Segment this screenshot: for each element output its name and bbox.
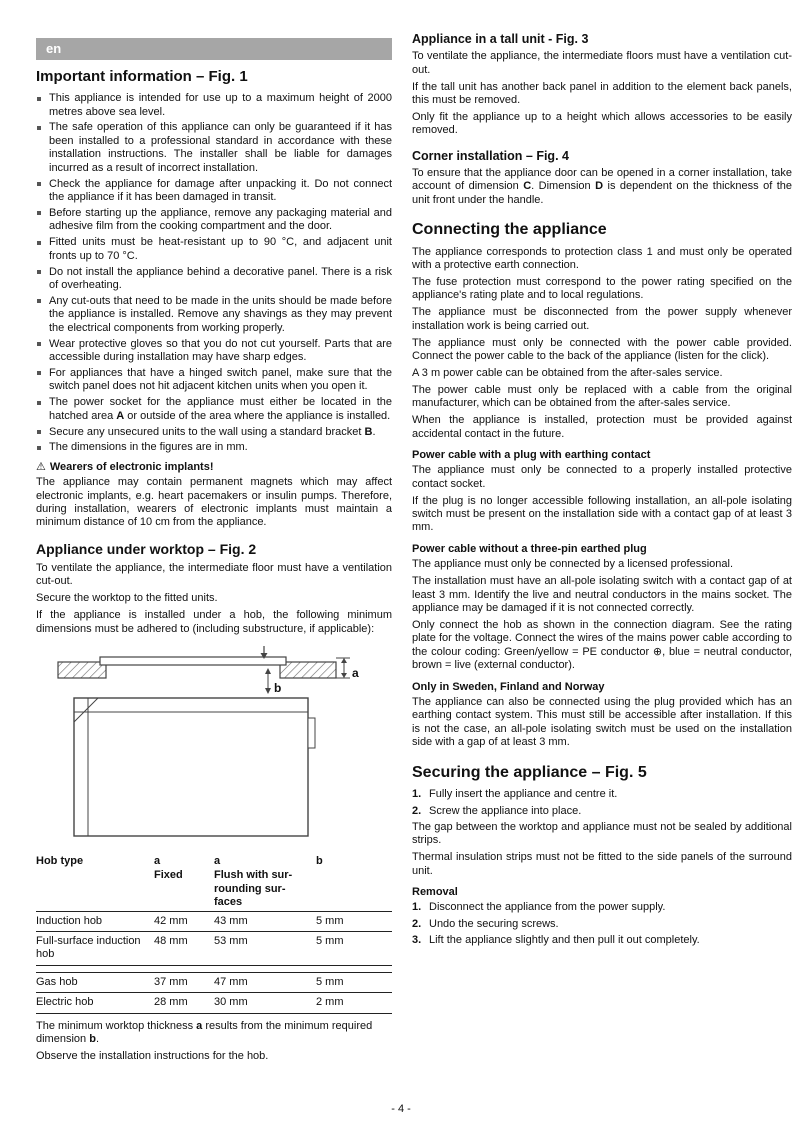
paragraph: To ventilate the appliance, the intermediate floor must have a ventilation cut-out. (36, 561, 392, 588)
paragraph: When the appliance is installed, protection must be provided against accidental contact in the future. (412, 414, 792, 440)
worktop-hatch-left (58, 662, 106, 678)
table-cell: 43 mm (214, 911, 316, 931)
paragraph: Secure the worktop to the fitted units. (36, 592, 218, 605)
figure-dimension-b-label: b (274, 680, 282, 695)
paragraph: The appliance corresponds to protection class 1 and must only be operated with a protective earth connection. (412, 245, 792, 272)
bullet-item: The safe operation of this appliance can only be guaranteed if it has been installed to a professional standard in accordance with these installation instructions. The installer shall be liable for damages incurred as a result of incorrect installation. (36, 121, 392, 175)
left-column (36, 38, 392, 1067)
column-header: b (316, 854, 323, 867)
table-cell: Gas hob (36, 972, 154, 992)
important-information-list (36, 92, 392, 455)
paragraph: The appliance must be disconnected from the power supply whenever installation work is being carried out. (412, 306, 792, 332)
warning-icon: ⚠ (36, 460, 46, 473)
dimension-a (336, 658, 359, 680)
paragraph: The power cable must only be replaced with a cable from the original manufacturer, which can be obtained from the after-sales service. (412, 383, 792, 410)
paragraph: A 3 m power cable can be obtained from the after-sales service. (412, 366, 723, 379)
table-subheader-row (36, 869, 392, 911)
table-row (36, 972, 392, 992)
table-cell: 53 mm (214, 931, 316, 965)
right-column (412, 32, 792, 951)
paragraph: Thermal insulation strips must not be fitted to the side panels of the surround unit. (412, 851, 792, 877)
table-cell: 5 mm (316, 972, 392, 992)
bullet-item: Check the appliance for damage after unpacking it. Do not connect the appliance if it has been damaged in transit. (36, 178, 392, 205)
step-item: 1. Fully insert the appliance and centre it. (412, 788, 618, 801)
bullet-item: Secure any unsecured units to the wall using a standard bracket B. (36, 426, 392, 439)
paragraph: The appliance can also be connected using the plug provided which has an earthing contact system. This must still be accessible after installation. If this is not the case, an all-pole isolating switch must be used on the installation side with a gap of at least 3 mm. (412, 695, 792, 749)
language-badge: en (36, 38, 392, 60)
paragraph: The fuse protection must correspond to the power rating specified on the appliance's rating plate and to local regulations. (412, 275, 792, 302)
table-header-row (36, 852, 392, 869)
heading-securing-appliance: Securing the appliance – Fig. 5 (412, 763, 647, 781)
table-cell: Induction hob (36, 911, 154, 931)
table-spacer-row (36, 965, 392, 972)
worktop-cross-section-drawing (36, 646, 366, 846)
appliance-handle (308, 718, 315, 748)
figure-dimension-a-label: a (352, 665, 359, 680)
step-item: 3. Lift the appliance slightly and then pull it out completely. (412, 934, 700, 947)
dimension-b (265, 668, 281, 695)
bullet-item: The power socket for the appliance must either be located in the hatched area A or outside of the area where the appliance is installed. (36, 396, 392, 423)
step-item: 2. Screw the appliance into place. (412, 804, 582, 817)
worktop-hatch-right (280, 662, 336, 678)
table-cell: Electric hob (36, 993, 154, 1013)
table-cell: 42 mm (154, 911, 214, 931)
paragraph: If the tall unit has another back panel in addition to the element back panels, this must be removed. (412, 80, 792, 106)
table-cell: 37 mm (154, 972, 214, 992)
page-number: - 4 - (391, 1102, 411, 1115)
implant-warning-text: The appliance may contain permanent magnets which may affect electronic implants, e.g. heart pacemakers or insulin pumps. Therefore, during installation, wearers of electronic implants must maintain a minimum distance of 10 cm from the appliance. (36, 476, 392, 529)
paragraph: The appliance must only be connected by a licensed professional. (412, 558, 734, 571)
column-header: a (154, 854, 161, 867)
bullet-item: Any cut-outs that need to be made in the units should be made before the appliance is installed. Remove any shavings as they may prevent the electrical components from working properly. (36, 295, 392, 335)
paragraph: Only fit the appliance up to a height which allows accessories to be easily removed. (412, 110, 792, 137)
figure-2-diagram (36, 646, 392, 846)
table-cell: 5 mm (316, 931, 392, 965)
paragraph: Only connect the hob as shown in the connection diagram. See the rating plate for the voltage. Connect the wires of the mains power cable according to the colour coding: Green/yellow = PE conductor ⊕, blue = neutral conductor, brown = live (external conductor). (412, 618, 792, 672)
worktop-note: The minimum worktop thickness a results from the minimum required dimension b. (36, 1019, 373, 1046)
paragraph: If the appliance is installed under a hob, the following minimum dimensions must be adhered to (including substructure, if applicable): (36, 609, 392, 635)
heading-appliance-under-worktop: Appliance under worktop – Fig. 2 (36, 540, 257, 557)
paragraph: If the plug is no longer accessible following installation, an all-pole isolating switch must be present on the installation side with a contact gap of at least 3 mm. (412, 494, 792, 534)
table-cell: 5 mm (316, 911, 392, 931)
heading-important-information: Important information – Fig. 1 (36, 67, 248, 85)
table-row (36, 993, 392, 1013)
heading-connecting-appliance: Connecting the appliance (412, 221, 607, 239)
bullet-item: For appliances that have a hinged switch panel, make sure that the switch panel does not hit adjacent kitchen units when you open it. (36, 367, 392, 394)
corner-installation-text: To ensure that the appliance door can be opened in a corner installation, take account of dimension C. Dimension D is dependent on the thickness of the unit front under the handle. (412, 166, 792, 206)
table-cell: 30 mm (214, 993, 316, 1013)
bullet-item: Do not install the appliance behind a decorative panel. There is a risk of overheating. (36, 266, 392, 293)
bullet-item: This appliance is intended for use up to a maximum height of 2000 metres above sea level. (36, 92, 392, 119)
heading-corner-installation: Corner installation – Fig. 4 (412, 148, 569, 163)
table-cell: 28 mm (154, 993, 214, 1013)
paragraph: The gap between the worktop and appliance must not be sealed by additional strips. (412, 820, 792, 847)
heading-removal: Removal (412, 886, 458, 899)
table-cell: 2 mm (316, 993, 392, 1013)
paragraph: The appliance must only be connected with the power cable provided. Connect the power cable to the back of the appliance (listen for the click). (412, 336, 792, 363)
step-item: 2. Undo the securing screws. (412, 917, 559, 930)
table-cell: 47 mm (214, 972, 316, 992)
bullet-item: Wear protective gloves so that you do not cut yourself. Parts that are accessible during installation may have sharp edges. (36, 338, 392, 365)
heading-power-cable-with-plug: Power cable with a plug with earthing contact (412, 448, 651, 461)
implant-warning-title: ⚠ Wearers of electronic implants! (36, 460, 214, 473)
paragraph: To ventilate the appliance, the intermediate floors must have a ventilation cut-out. (412, 50, 792, 76)
column-header: Hob type (36, 854, 84, 867)
table-row (36, 931, 392, 965)
paragraph: The installation must have an all-pole isolating switch with a contact gap of at least 3 mm. Identify the live and neutral conductors in the mains socket. The appliance may be damaged if it is not connected correctly. (412, 575, 792, 615)
hob-dimensions-table (36, 852, 392, 1014)
table-row (36, 911, 392, 931)
hob-profile (100, 657, 286, 665)
table-cell: 48 mm (154, 931, 214, 965)
step-item: 1. Disconnect the appliance from the power supply. (412, 901, 666, 914)
hob-instructions-note: Observe the installation instructions for the hob. (36, 1049, 269, 1062)
heading-tall-unit: Appliance in a tall unit - Fig. 3 (412, 32, 589, 46)
table-cell: Full-surface induction hob (36, 931, 154, 965)
paragraph: The appliance must only be connected to a properly installed protective contact socket. (412, 464, 792, 490)
bullet-item: Fitted units must be heat-resistant up to 90 °C, and adjacent unit fronts up to 70 °C. (36, 236, 392, 263)
column-subheader: Fixed (154, 869, 183, 882)
heading-sweden-finland-norway: Only in Sweden, Finland and Norway (412, 680, 605, 693)
bullet-item: The dimensions in the figures are in mm. (36, 441, 392, 454)
bullet-item: Before starting up the appliance, remove any packaging material and adhesive film from the cooking compartment and the door. (36, 207, 392, 234)
column-subheader: Flush with sur-rounding sur-faces (214, 869, 293, 909)
heading-power-cable-without-plug: Power cable without a three-pin earthed plug (412, 542, 647, 555)
column-header: a (214, 854, 221, 867)
appliance-outline (74, 698, 315, 836)
